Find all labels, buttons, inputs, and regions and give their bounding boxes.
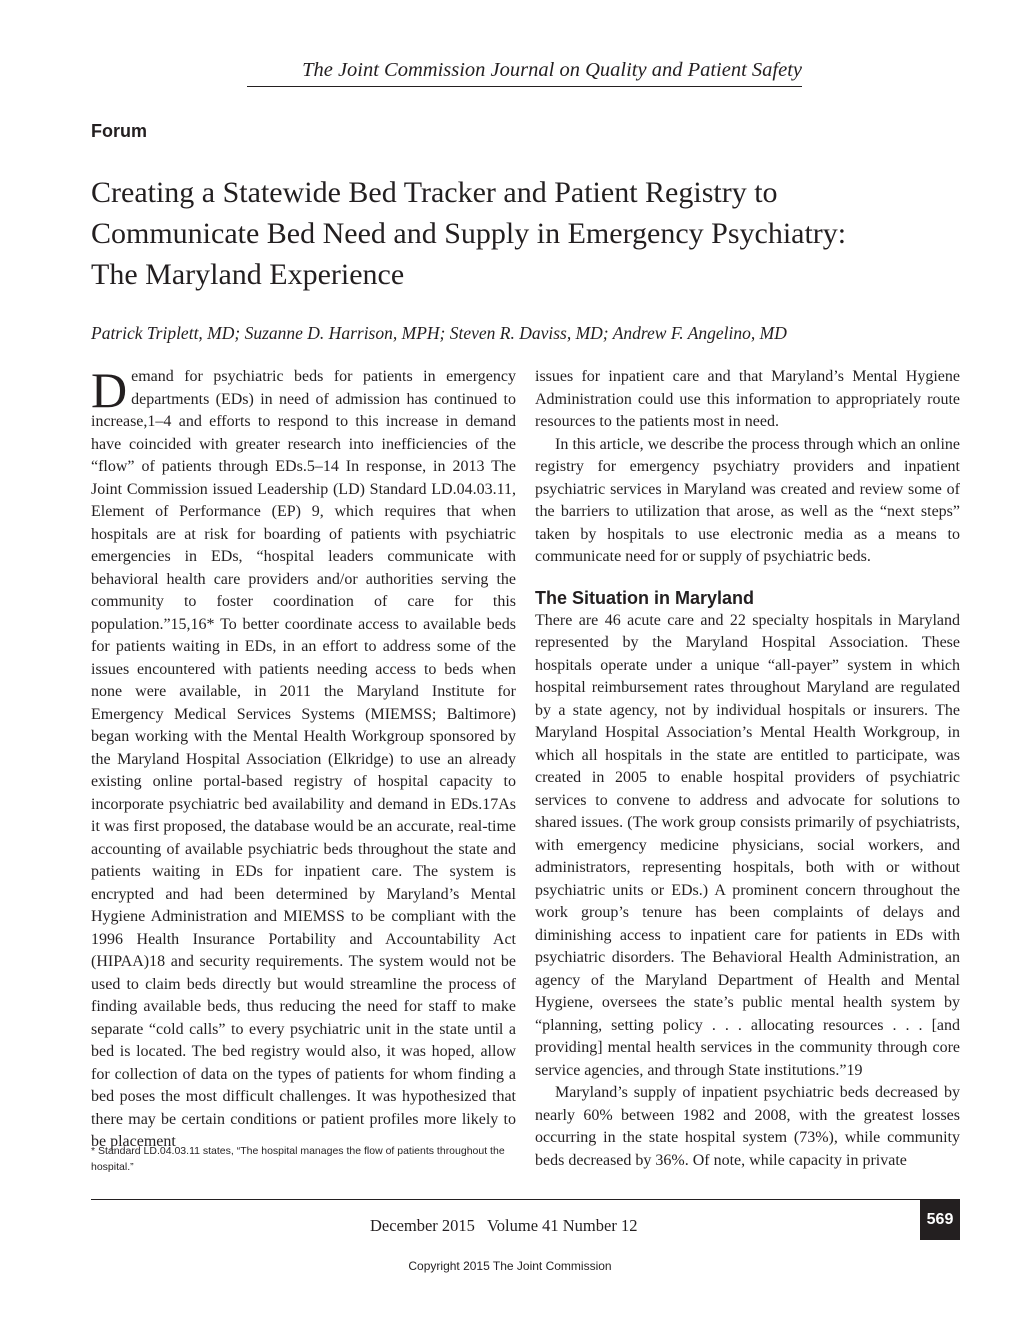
paragraph-text: emand for psychiatric beds for patients in emergency departments (EDs) in need of admission has continued to increase,1–4 and efforts to respond to this increase in demand have coincided with greater research into inefficiencies of the “flow” of patients through EDs.5–14 In response, in 2013 The Joint Commission issued Leadership (LD) Standard LD.04.03.11, Element of Performance (EP) 9, which requires that when hospitals are at risk for boarding of patients with psychiatric emergencies in EDs, “hospital leaders communicate with behavioral health care providers and/or authorities serving the community to foster coordination of care for this population.”15,16* To better coordinate access to available beds for patients waiting in EDs, in an effort to address some of the issues encountered with patients needing access to beds when none were available, in 2011 the Maryland Institute for Emergency Medical Services Systems (MIEMSS; Baltimore) began working with the Mental Health Workgroup sponsored by the Maryland Hospital Association (Elkridge) to use an already existing online portal-based registry of hospital capacity to incorporate psychiatric bed availability and demand in EDs.17As it was first proposed, the database would be an accurate, real-time accounting of available psychiatric beds throughout the state and patients waiting in EDs for inpatient care. The system is encrypted and had been determined by Maryland’s Mental Hygiene Administration and MIEMSS to be compliant with the 1996 Health Insurance Portability and Accountability Act (HIPAA)18 and security requirements. The system would not be used to claim beds directly but would streamline the process of finding available beds, thus reducing the need for staff to make separate “cold calls” to every psychiatric unit in the state until a bed is located. The bed registry would also, it was hoped, allow for collection of data on the types of patients for whom finding a bed poses the most difficult challenges. It was hypothesized that there may be certain conditions or patient profiles more likely to be placement — [91, 368, 516, 1150]
right-column — [535, 366, 960, 1172]
body-paragraph: There are 46 acute care and 22 specialty hospitals in Maryland represented by the Maryland Hospital Association. These hospitals operate under a unique “all-payer” system in which hospital reimbursement rates throughout Maryland are regulated by a state agency, not by individual hospitals or insurers. The Maryland Hospital Association’s Mental Health Workgroup, in which all hospitals in the state are entitled to participate, was created in 2005 to enable hospital providers of psychiatric services to convene to address and advocate for solutions to shared issues. (The work group consists primarily of psychiatrists, with emergency medicine physicians, social workers, and administrators, representing hospitals, both with or without psychiatric units or EDs.) A prominent concern throughout the work group’s tenure has been complaints of delays and diminishing access to inpatient care for patients in EDs with psychiatric disorders. The Behavioral Health Administration, an agency of the Maryland Department of Health and Mental Hygiene, oversees the state’s public mental health system by “planning, setting policy . . . allocating resources . . . [and providing] mental health services in the community through core service agencies, and through State institutions.”19 — [535, 611, 960, 1079]
title-line: The Maryland Experience — [91, 258, 405, 291]
section-heading: The Situation in Maryland — [535, 587, 755, 608]
section-label: Forum — [91, 121, 147, 141]
body-paragraph: In this article, we describe the process through which an online registry for emergency psychiatry providers and inpatient psychiatric services in Maryland was created and review some of the barriers to utilization that arose, as well as the “next steps” taken by hospitals to use electronic media as a means to communicate need for or supply of psychiatric beds. — [535, 435, 960, 565]
title-line: Communicate Bed Need and Supply in Emergency Psychiatry: — [91, 217, 847, 250]
title-line: Creating a Statewide Bed Tracker and Patient Registry to — [91, 176, 778, 209]
footer-rule — [91, 1199, 960, 1200]
body-paragraph: Maryland’s supply of inpatient psychiatric beds decreased by nearly 60% between 1982 and 2008, with the greatest losses occurring in the state hospital system (73%), while community beds decreased by 36%. Of note, while capacity in private — [535, 1084, 960, 1169]
author-list: Patrick Triplett, MD; Suzanne D. Harrison, MPH; Steven R. Daviss, MD; Andrew F. Angelino, MD — [91, 323, 787, 343]
issue-info: December 2015 Volume 41 Number 12 — [370, 1216, 638, 1235]
header-rule — [247, 86, 802, 87]
page-number: 569 — [920, 1200, 960, 1240]
body-paragraph: issues for inpatient care and that Maryland’s Mental Hygiene Administration could use this information to appropriately route resources to the patients most in need. — [535, 368, 960, 430]
body-paragraph — [91, 362, 516, 1154]
journal-header: The Joint Commission Journal on Quality and Patient Safety — [302, 59, 802, 81]
drop-cap: D — [91, 362, 128, 418]
article-title — [91, 172, 971, 295]
footnote: * Standard LD.04.03.11 states, “The hospital manages the flow of patients throughout the hospital.” — [91, 1145, 505, 1173]
left-column — [91, 362, 516, 1154]
copyright-notice: Copyright 2015 The Joint Commission — [408, 1259, 612, 1273]
